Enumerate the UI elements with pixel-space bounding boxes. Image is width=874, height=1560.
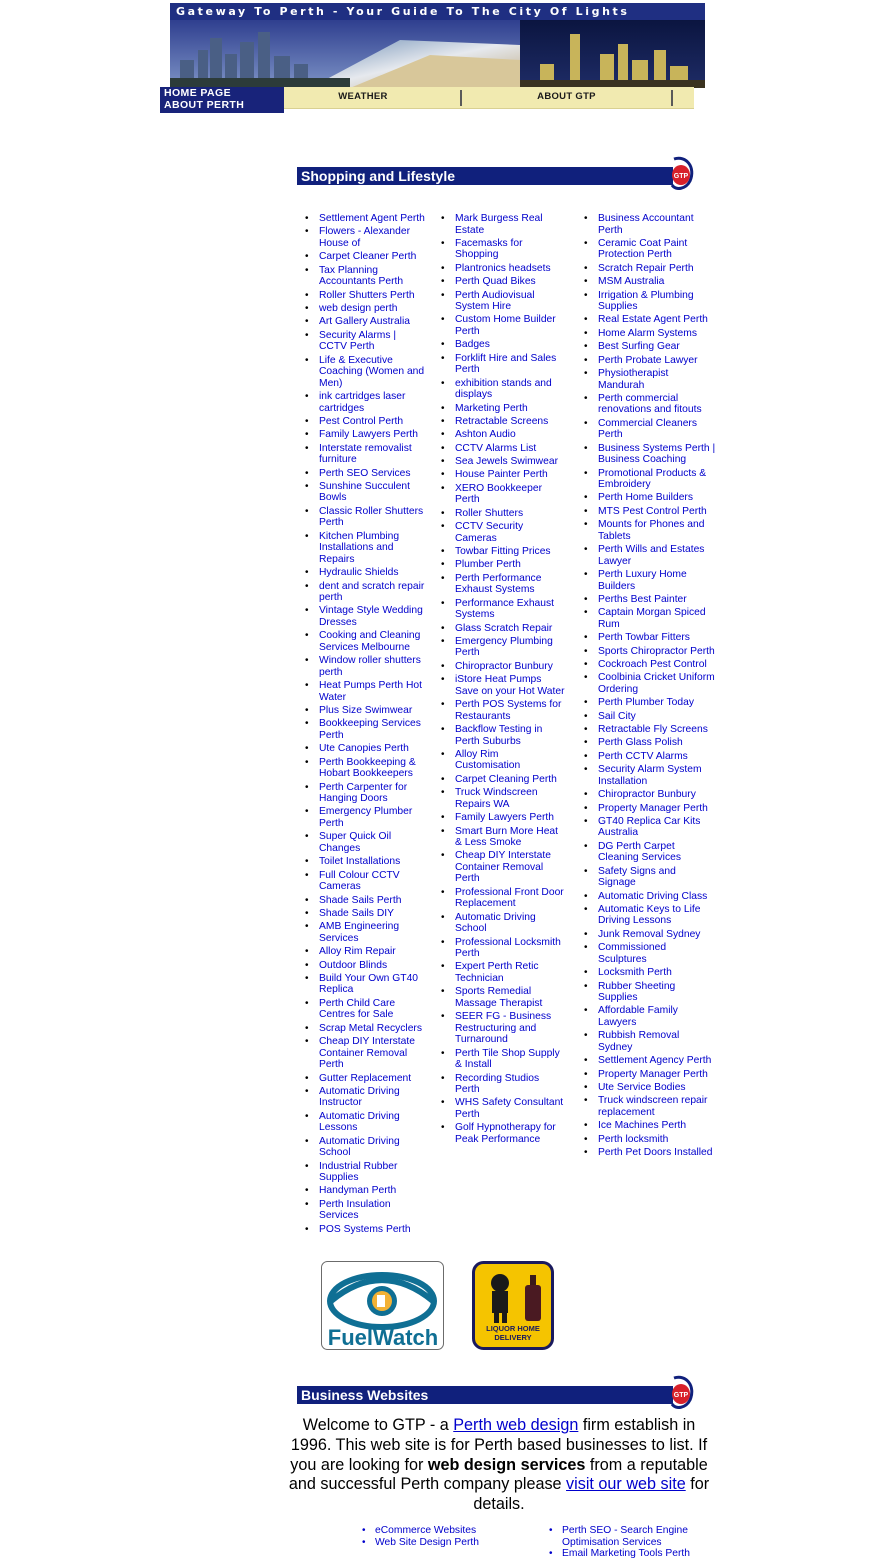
link-automatic-driving-lessons[interactable]: • Automatic Driving Lessons bbox=[305, 1111, 425, 1134]
link-gutter-replacement[interactable]: • Gutter Replacement bbox=[305, 1073, 425, 1085]
link-perth-cctv-alarms[interactable]: • Perth CCTV Alarms bbox=[584, 751, 716, 763]
link-shade-sails-perth[interactable]: • Shade Sails Perth bbox=[305, 895, 425, 907]
perth-web-design-link[interactable]: Perth web design bbox=[453, 1416, 579, 1434]
link-rubbish-removal-sydney[interactable]: • Rubbish Removal Sydney bbox=[584, 1030, 716, 1053]
link-professional-locksmith-perth[interactable]: • Professional Locksmith Perth bbox=[441, 937, 566, 960]
link-automatic-driving-instructor[interactable]: • Automatic Driving Instructor bbox=[305, 1086, 425, 1109]
link-physiotherapist-mandurah[interactable]: • Physiotherapist Mandurah bbox=[584, 368, 716, 391]
link-junk-removal-sydney[interactable]: • Junk Removal Sydney bbox=[584, 929, 716, 941]
link-perth-probate-lawyer[interactable]: • Perth Probate Lawyer bbox=[584, 355, 716, 367]
link-exhibition-stands-and-displays[interactable]: • exhibition stands and displays bbox=[441, 378, 566, 401]
link-perth-child-care-centres-for-sale[interactable]: • Perth Child Care Centres for Sale bbox=[305, 998, 425, 1021]
link-sports-chiropractor-perth[interactable]: • Sports Chiropractor Perth bbox=[584, 646, 716, 658]
link-perth-seo-services[interactable]: • Perth SEO Services bbox=[305, 468, 425, 480]
link-smart-burn-more-heat-less-smoke[interactable]: • Smart Burn More Heat & Less Smoke bbox=[441, 826, 566, 849]
link-xero-bookkeeper-perth[interactable]: • XERO Bookkeeper Perth bbox=[441, 483, 566, 506]
link-perth-locksmith[interactable]: • Perth locksmith bbox=[584, 1134, 716, 1146]
link-property-manager-perth[interactable]: • Property Manager Perth bbox=[584, 1069, 716, 1081]
link-plantronics-headsets[interactable]: • Plantronics headsets bbox=[441, 263, 566, 275]
link-security-alarms-cctv-perth[interactable]: • Security Alarms | CCTV Perth bbox=[305, 330, 425, 353]
link-settlement-agent-perth[interactable]: • Settlement Agent Perth bbox=[305, 213, 425, 225]
link-mark-burgess-real-estate[interactable]: • Mark Burgess Real Estate bbox=[441, 213, 566, 236]
link-sea-jewels-swimwear[interactable]: • Sea Jewels Swimwear bbox=[441, 456, 566, 468]
link-carpet-cleaner-perth[interactable]: • Carpet Cleaner Perth bbox=[305, 251, 425, 263]
link-recording-studios-perth[interactable]: • Recording Studios Perth bbox=[441, 1073, 566, 1096]
gtp-logo-icon bbox=[668, 155, 694, 193]
link-tax-planning-accountants-perth[interactable]: • Tax Planning Accountants Perth bbox=[305, 265, 425, 288]
link-perth-pos-systems-for-restaurants[interactable]: • Perth POS Systems for Restaurants bbox=[441, 699, 566, 722]
link-perth-commercial-renovations-and-fitouts[interactable]: • Perth commercial renovations and fitouts bbox=[584, 393, 716, 416]
link-promotional-products-embroidery[interactable]: • Promotional Products & Embroidery bbox=[584, 468, 716, 491]
link-msm-australia[interactable]: • MSM Australia bbox=[584, 276, 716, 288]
link-alloy-rim-customisation[interactable]: • Alloy Rim Customisation bbox=[441, 749, 566, 772]
tab-divider bbox=[671, 90, 673, 106]
welcome-text: from a reputable and successful Perth company please bbox=[288, 1455, 708, 1494]
link-business-systems-perth-business-coaching[interactable]: • Business Systems Perth | Business Coaching bbox=[584, 443, 716, 466]
link-irrigation-plumbing-supplies[interactable]: • Irrigation & Plumbing Supplies bbox=[584, 290, 716, 313]
link-chiropractor-bunbury[interactable]: • Chiropractor Bunbury bbox=[584, 789, 716, 801]
service-link-email-marketing-tools-perth[interactable]: • Email Marketing Tools Perth bbox=[549, 1548, 709, 1560]
link-forklift-hire-and-sales-perth[interactable]: • Forklift Hire and Sales Perth bbox=[441, 353, 566, 376]
link-commissioned-sculptures[interactable]: • Commissioned Sculptures bbox=[584, 942, 716, 965]
link-chiropractor-bunbury[interactable]: • Chiropractor Bunbury bbox=[441, 661, 566, 673]
link-family-lawyers-perth[interactable]: • Family Lawyers Perth bbox=[441, 812, 566, 824]
link-interstate-removalist-furniture[interactable]: • Interstate removalist furniture bbox=[305, 443, 425, 466]
link-heat-pumps-perth-hot-water[interactable]: • Heat Pumps Perth Hot Water bbox=[305, 680, 425, 703]
link-cockroach-pest-control[interactable]: • Cockroach Pest Control bbox=[584, 659, 716, 671]
link-carpet-cleaning-perth[interactable]: • Carpet Cleaning Perth bbox=[441, 774, 566, 786]
link-glass-scratch-repair[interactable]: • Glass Scratch Repair bbox=[441, 623, 566, 635]
link-full-colour-cctv-cameras[interactable]: • Full Colour CCTV Cameras bbox=[305, 870, 425, 893]
link-sail-city[interactable]: • Sail City bbox=[584, 711, 716, 723]
link-seer-fg-business-restructuring-and-turnaround[interactable]: • SEER FG - Business Restructuring and Turnaround bbox=[441, 1011, 566, 1046]
link-ceramic-coat-paint-protection-perth[interactable]: • Ceramic Coat Paint Protection Perth bbox=[584, 238, 716, 261]
link-cheap-diy-interstate-container-removal-perth[interactable]: • Cheap DIY Interstate Container Removal Perth bbox=[305, 1036, 425, 1071]
link-truck-windscreen-repair-replacement[interactable]: • Truck windscreen repair replacement bbox=[584, 1095, 716, 1118]
link-golf-hypnotherapy-for-peak-performance[interactable]: • Golf Hypnotherapy for Peak Performance bbox=[441, 1122, 566, 1145]
link-expert-perth-retic-technician[interactable]: • Expert Perth Retic Technician bbox=[441, 961, 566, 984]
welcome-text: for details. bbox=[473, 1475, 710, 1514]
shopping-heading: Shopping and Lifestyle bbox=[297, 167, 673, 185]
left-nav bbox=[160, 87, 284, 113]
link-house-painter-perth[interactable]: • House Painter Perth bbox=[441, 469, 566, 481]
link-classic-roller-shutters-perth[interactable]: • Classic Roller Shutters Perth bbox=[305, 506, 425, 529]
link-family-lawyers-perth[interactable]: • Family Lawyers Perth bbox=[305, 429, 425, 441]
link-mts-pest-control-perth[interactable]: • MTS Pest Control Perth bbox=[584, 506, 716, 518]
city-skyline-image bbox=[170, 20, 705, 88]
link-settlement-agency-perth[interactable]: • Settlement Agency Perth bbox=[584, 1055, 716, 1067]
link-perth-bookkeeping-hobart-bookkeepers[interactable]: • Perth Bookkeeping & Hobart Bookkeepers bbox=[305, 757, 425, 780]
welcome-text: Welcome to GTP - a bbox=[302, 1416, 454, 1434]
link-cheap-diy-interstate-container-removal-perth[interactable]: • Cheap DIY Interstate Container Removal Perth bbox=[441, 850, 566, 885]
link-business-accountant-perth[interactable]: • Business Accountant Perth bbox=[584, 213, 716, 236]
tab-weather[interactable]: WEATHER bbox=[338, 91, 388, 102]
link-automatic-keys-to-life-driving-lessons[interactable]: • Automatic Keys to Life Driving Lessons bbox=[584, 904, 716, 927]
link-handyman-perth[interactable]: • Handyman Perth bbox=[305, 1185, 425, 1197]
link-perth-insulation-services[interactable]: • Perth Insulation Services bbox=[305, 1199, 425, 1222]
link-truck-windscreen-repairs-wa[interactable]: • Truck Windscreen Repairs WA bbox=[441, 787, 566, 810]
link-perth-towbar-fitters[interactable]: • Perth Towbar Fitters bbox=[584, 632, 716, 644]
svg-text:GTP: GTP bbox=[673, 1392, 689, 1399]
link-build-your-own-gt40-replica[interactable]: • Build Your Own GT40 Replica bbox=[305, 973, 425, 996]
link-amb-engineering-services[interactable]: • AMB Engineering Services bbox=[305, 921, 425, 944]
fuelwatch-badge[interactable] bbox=[321, 1261, 444, 1350]
link-art-gallery-australia[interactable]: • Art Gallery Australia bbox=[305, 316, 425, 328]
link-sunshine-succulent-bowls[interactable]: • Sunshine Succulent Bowls bbox=[305, 481, 425, 504]
link-ute-service-bodies[interactable]: • Ute Service Bodies bbox=[584, 1082, 716, 1094]
link-ink-cartridges-laser-cartridges[interactable]: • ink cartridges laser cartridges bbox=[305, 391, 425, 414]
link-captain-morgan-spiced-rum[interactable]: • Captain Morgan Spiced Rum bbox=[584, 607, 716, 630]
link-super-quick-oil-changes[interactable]: • Super Quick Oil Changes bbox=[305, 831, 425, 854]
fuelwatch-logo-icon bbox=[321, 1261, 444, 1350]
link-perth-audiovisual-system-hire[interactable]: • Perth Audiovisual System Hire bbox=[441, 290, 566, 313]
service-link-perth-seo-search-engine-optimisation-services[interactable]: • Perth SEO - Search Engine Optimisation Services bbox=[549, 1525, 709, 1548]
link-home-alarm-systems[interactable]: • Home Alarm Systems bbox=[584, 328, 716, 340]
links-column-3 bbox=[584, 213, 716, 1160]
link-toilet-installations[interactable]: • Toilet Installations bbox=[305, 856, 425, 868]
visit-our-web-site-link[interactable]: visit our web site bbox=[566, 1475, 686, 1494]
link-ute-canopies-perth[interactable]: • Ute Canopies Perth bbox=[305, 743, 425, 755]
link-hydraulic-shields[interactable]: • Hydraulic Shields bbox=[305, 567, 425, 579]
svg-text:GTP: GTP bbox=[673, 173, 689, 180]
link-perths-best-painter[interactable]: • Perths Best Painter bbox=[584, 594, 716, 606]
link-performance-exhaust-systems[interactable]: • Performance Exhaust Systems bbox=[441, 598, 566, 621]
link-safety-signs-and-signage[interactable]: • Safety Signs and Signage bbox=[584, 866, 716, 889]
link-perth-luxury-home-builders[interactable]: • Perth Luxury Home Builders bbox=[584, 569, 716, 592]
shopping-section-header bbox=[297, 155, 695, 185]
link-coolbinia-cricket-uniform-ordering[interactable]: • Coolbinia Cricket Uniform Ordering bbox=[584, 672, 716, 695]
link-plus-size-swimwear[interactable]: • Plus Size Swimwear bbox=[305, 705, 425, 717]
link-affordable-family-lawyers[interactable]: • Affordable Family Lawyers bbox=[584, 1005, 716, 1028]
svg-text:DELIVERY: DELIVERY bbox=[494, 1333, 532, 1342]
link-scrap-metal-recyclers[interactable]: • Scrap Metal Recyclers bbox=[305, 1023, 425, 1035]
link-mounts-for-phones-and-tablets[interactable]: • Mounts for Phones and Tablets bbox=[584, 519, 716, 542]
link-perth-glass-polish[interactable]: • Perth Glass Polish bbox=[584, 737, 716, 749]
svg-text:LIQUOR HOME: LIQUOR HOME bbox=[486, 1324, 540, 1333]
svg-text:FuelWatch: FuelWatch bbox=[327, 1325, 439, 1350]
link-best-surfing-gear[interactable]: • Best Surfing Gear bbox=[584, 341, 716, 353]
link-plumber-perth[interactable]: • Plumber Perth bbox=[441, 559, 566, 571]
link-cctv-alarms-list[interactable]: • CCTV Alarms List bbox=[441, 443, 566, 455]
link-custom-home-builder-perth[interactable]: • Custom Home Builder Perth bbox=[441, 314, 566, 337]
service-link-ecommerce-websites[interactable]: • eCommerce Websites bbox=[362, 1525, 522, 1537]
link-pos-systems-perth[interactable]: • POS Systems Perth bbox=[305, 1224, 425, 1236]
links-column-2 bbox=[441, 213, 566, 1147]
link-whs-safety-consultant-perth[interactable]: • WHS Safety Consultant Perth bbox=[441, 1097, 566, 1120]
link-towbar-fitting-prices[interactable]: • Towbar Fitting Prices bbox=[441, 546, 566, 558]
link-perth-quad-bikes[interactable]: • Perth Quad Bikes bbox=[441, 276, 566, 288]
link-perth-performance-exhaust-systems[interactable]: • Perth Performance Exhaust Systems bbox=[441, 573, 566, 596]
services-list-right bbox=[549, 1525, 709, 1560]
link-retractable-screens[interactable]: • Retractable Screens bbox=[441, 416, 566, 428]
liquor-delivery-badge[interactable] bbox=[472, 1261, 554, 1350]
link-retractable-fly-screens[interactable]: • Retractable Fly Screens bbox=[584, 724, 716, 736]
business-section-header bbox=[297, 1374, 695, 1404]
link-roller-shutters[interactable]: • Roller Shutters bbox=[441, 508, 566, 520]
link-window-roller-shutters-perth[interactable]: • Window roller shutters perth bbox=[305, 655, 425, 678]
link-facemasks-for-shopping[interactable]: • Facemasks for Shopping bbox=[441, 238, 566, 261]
link-perth-pet-doors-installed[interactable]: • Perth Pet Doors Installed bbox=[584, 1147, 716, 1159]
link-sports-remedial-massage-therapist[interactable]: • Sports Remedial Massage Therapist bbox=[441, 986, 566, 1009]
link-gt40-replica-car-kits-australia[interactable]: • GT40 Replica Car Kits Australia bbox=[584, 816, 716, 839]
link-life-executive-coaching-women-and-men[interactable]: • Life & Executive Coaching (Women and Men) bbox=[305, 355, 425, 390]
link-alloy-rim-repair[interactable]: • Alloy Rim Repair bbox=[305, 946, 425, 958]
tab-bar bbox=[284, 87, 694, 109]
link-outdoor-blinds[interactable]: • Outdoor Blinds bbox=[305, 960, 425, 972]
link-automatic-driving-school[interactable]: • Automatic Driving School bbox=[441, 912, 566, 935]
link-web-design-perth[interactable]: • web design perth bbox=[305, 303, 425, 315]
link-pest-control-perth[interactable]: • Pest Control Perth bbox=[305, 416, 425, 428]
liquor-delivery-logo-icon bbox=[472, 1261, 554, 1350]
links-column-1 bbox=[305, 213, 425, 1237]
link-emergency-plumber-perth[interactable]: • Emergency Plumber Perth bbox=[305, 806, 425, 829]
link-vintage-style-wedding-dresses[interactable]: • Vintage Style Wedding Dresses bbox=[305, 605, 425, 628]
link-cooking-and-cleaning-services-melbourne[interactable]: • Cooking and Cleaning Services Melbourne bbox=[305, 630, 425, 653]
link-roller-shutters-perth[interactable]: • Roller Shutters Perth bbox=[305, 290, 425, 302]
service-link-web-site-design-perth[interactable]: • Web Site Design Perth bbox=[362, 1537, 522, 1549]
link-perth-carpenter-for-hanging-doors[interactable]: • Perth Carpenter for Hanging Doors bbox=[305, 782, 425, 805]
welcome-text: firm establish in 1996. This web site is for Perth based businesses to list. If you are looking for bbox=[290, 1416, 708, 1474]
link-real-estate-agent-perth[interactable]: • Real Estate Agent Perth bbox=[584, 314, 716, 326]
tab-divider bbox=[460, 90, 462, 106]
link-bookkeeping-services-perth[interactable]: • Bookkeeping Services Perth bbox=[305, 718, 425, 741]
link-property-manager-perth[interactable]: • Property Manager Perth bbox=[584, 803, 716, 815]
link-kitchen-plumbing-installations-and-repairs[interactable]: • Kitchen Plumbing Installations and Repairs bbox=[305, 531, 425, 566]
link-industrial-rubber-supplies[interactable]: • Industrial Rubber Supplies bbox=[305, 1161, 425, 1184]
link-dent-and-scratch-repair-perth[interactable]: • dent and scratch repair perth bbox=[305, 581, 425, 604]
link-ashton-audio[interactable]: • Ashton Audio bbox=[441, 429, 566, 441]
banner-title: Gateway To Perth - Your Guide To The City Of Lights bbox=[170, 3, 705, 20]
link-shade-sails-diy[interactable]: • Shade Sails DIY bbox=[305, 908, 425, 920]
link-professional-front-door-replacement[interactable]: • Professional Front Door Replacement bbox=[441, 887, 566, 910]
link-emergency-plumbing-perth[interactable]: • Emergency Plumbing Perth bbox=[441, 636, 566, 659]
about-perth-link[interactable]: ABOUT PERTH bbox=[164, 99, 245, 111]
link-scratch-repair-perth[interactable]: • Scratch Repair Perth bbox=[584, 263, 716, 275]
tab-about-gtp[interactable]: ABOUT GTP bbox=[537, 91, 596, 102]
link-perth-home-builders[interactable]: • Perth Home Builders bbox=[584, 492, 716, 504]
link-automatic-driving-school[interactable]: • Automatic Driving School bbox=[305, 1136, 425, 1159]
link-automatic-driving-class[interactable]: • Automatic Driving Class bbox=[584, 891, 716, 903]
site-banner[interactable] bbox=[170, 3, 705, 88]
link-perth-tile-shop-supply-install[interactable]: • Perth Tile Shop Supply & Install bbox=[441, 1048, 566, 1071]
link-dg-perth-carpet-cleaning-services[interactable]: • DG Perth Carpet Cleaning Services bbox=[584, 841, 716, 864]
link-perth-wills-and-estates-lawyer[interactable]: • Perth Wills and Estates Lawyer bbox=[584, 544, 716, 567]
link-perth-plumber-today[interactable]: • Perth Plumber Today bbox=[584, 697, 716, 709]
link-backflow-testing-in-perth-suburbs[interactable]: • Backflow Testing in Perth Suburbs bbox=[441, 724, 566, 747]
business-heading: Business Websites bbox=[297, 1386, 673, 1404]
link-flowers-alexander-house-of[interactable]: • Flowers - Alexander House of bbox=[305, 226, 425, 249]
link-badges[interactable]: • Badges bbox=[441, 339, 566, 351]
services-list-left bbox=[362, 1525, 522, 1548]
link-rubber-sheeting-supplies[interactable]: • Rubber Sheeting Supplies bbox=[584, 981, 716, 1004]
link-ice-machines-perth[interactable]: • Ice Machines Perth bbox=[584, 1120, 716, 1132]
link-istore-heat-pumps-save-on-your-hot-water[interactable]: • iStore Heat Pumps Save on your Hot Water bbox=[441, 674, 566, 697]
link-security-alarm-system-installation[interactable]: • Security Alarm System Installation bbox=[584, 764, 716, 787]
web-design-services-text: web design services bbox=[427, 1455, 586, 1474]
welcome-paragraph bbox=[283, 1416, 715, 1515]
link-commercial-cleaners-perth[interactable]: • Commercial Cleaners Perth bbox=[584, 418, 716, 441]
home-page-link[interactable]: HOME PAGE bbox=[164, 87, 231, 99]
gtp-logo-icon bbox=[668, 1374, 694, 1412]
link-marketing-perth[interactable]: • Marketing Perth bbox=[441, 403, 566, 415]
link-cctv-security-cameras[interactable]: • CCTV Security Cameras bbox=[441, 521, 566, 544]
link-locksmith-perth[interactable]: • Locksmith Perth bbox=[584, 967, 716, 979]
